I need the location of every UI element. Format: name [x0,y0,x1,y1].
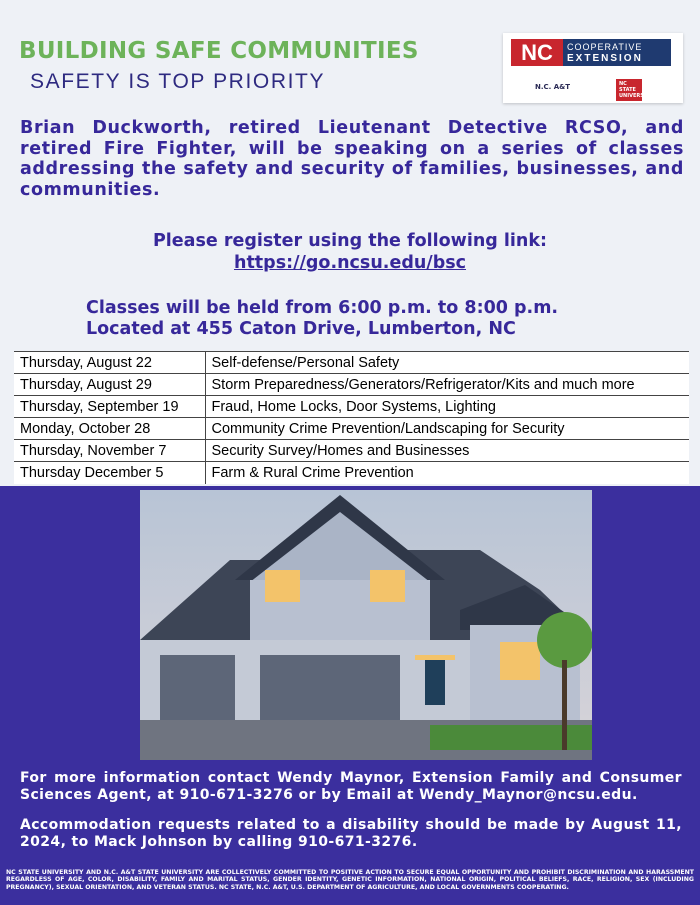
class-date: Thursday, August 29 [14,374,205,396]
class-topic: Storm Preparedness/Generators/Refrigerator/Kits and much more [205,374,689,396]
schedule-row [14,396,689,418]
registration-section [0,230,700,274]
schedule-row [14,418,689,440]
class-topic: Farm & Rural Crime Prevention [205,462,689,484]
register-link[interactable]: https://go.ncsu.edu/bsc [233,253,467,273]
class-topic: Fraud, Home Locks, Door Systems, Lighting [205,396,689,418]
house-photo [140,490,592,760]
register-text: Please register using the following link: [152,231,547,251]
schedule-row [14,352,689,374]
ncat-logo: N.C. A&T [535,83,571,91]
schedule-row [14,462,689,484]
page-subtitle: SAFETY IS TOP PRIORITY [30,70,326,93]
accommodation-info: Accommodation requests related to a disability should be made by August 11, 2024, to Mack Johnson by calling 910-671-3276. [20,817,682,850]
logo-line2: EXTENSION [567,53,643,64]
class-date: Thursday December 5 [14,462,205,484]
class-info [86,298,558,340]
class-location: Located at 455 Caton Drive, Lumberton, NC [86,319,516,339]
contact-info: For more information contact Wendy Maynor, Extension Family and Consumer Sciences Agent, at 910-671-3276 or by Email at Wendy_Maynor@ncsu.edu. [20,770,682,803]
class-topic: Security Survey/Homes and Businesses [205,440,689,462]
class-date: Monday, October 28 [14,418,205,440]
schedule-row [14,374,689,396]
ncstate-logo: NC STATE UNIVERSITY [616,79,642,101]
page-title: BUILDING SAFE COMMUNITIES [19,38,419,64]
legal-disclaimer: NC STATE UNIVERSITY AND N.C. A&T STATE UNIVERSITY ARE COLLECTIVELY COMMITTED TO POSITIVE ACTION TO SECURE EQUAL OPPORTUNITY AND PROHIBIT DISCRIMINATION AND HARASSMENT REGARDLESS OF AGE, COLOR, DISABILITY, FAMILY AND MARITAL STATUS, GENDER IDENTITY, GENETIC INFORMATION, NATIONAL ORIGIN, POLITICAL BELIEFS, RACE, RELIGION, SEX (INCLUDING PREGNANCY), SEXUAL ORIENTATION, AND VETERAN STATUS. NC STATE, N.C. A&T, U.S. DEPARTMENT OF AGRICULTURE, AND LOCAL GOVERNMENTS COOPERATING. [6,869,694,891]
nc-cooperative-extension-logo [503,33,683,103]
class-date: Thursday, November 7 [14,440,205,462]
schedule-table [14,351,689,484]
intro-paragraph: Brian Duckworth, retired Lieutenant Detective RCSO, and retired Fire Fighter, will be speaking on a series of classes addressing the safety and security of families, businesses, and communities. [20,118,684,200]
class-topic: Community Crime Prevention/Landscaping for Security [205,418,689,440]
schedule-row [14,440,689,462]
class-date: Thursday, August 22 [14,352,205,374]
logo-line1: COOPERATIVE [567,42,643,52]
logo-nc: NC [511,39,563,66]
class-topic: Self-defense/Personal Safety [205,352,689,374]
class-time: Classes will be held from 6:00 p.m. to 8:00 p.m. [86,298,559,318]
class-date: Thursday, September 19 [14,396,205,418]
